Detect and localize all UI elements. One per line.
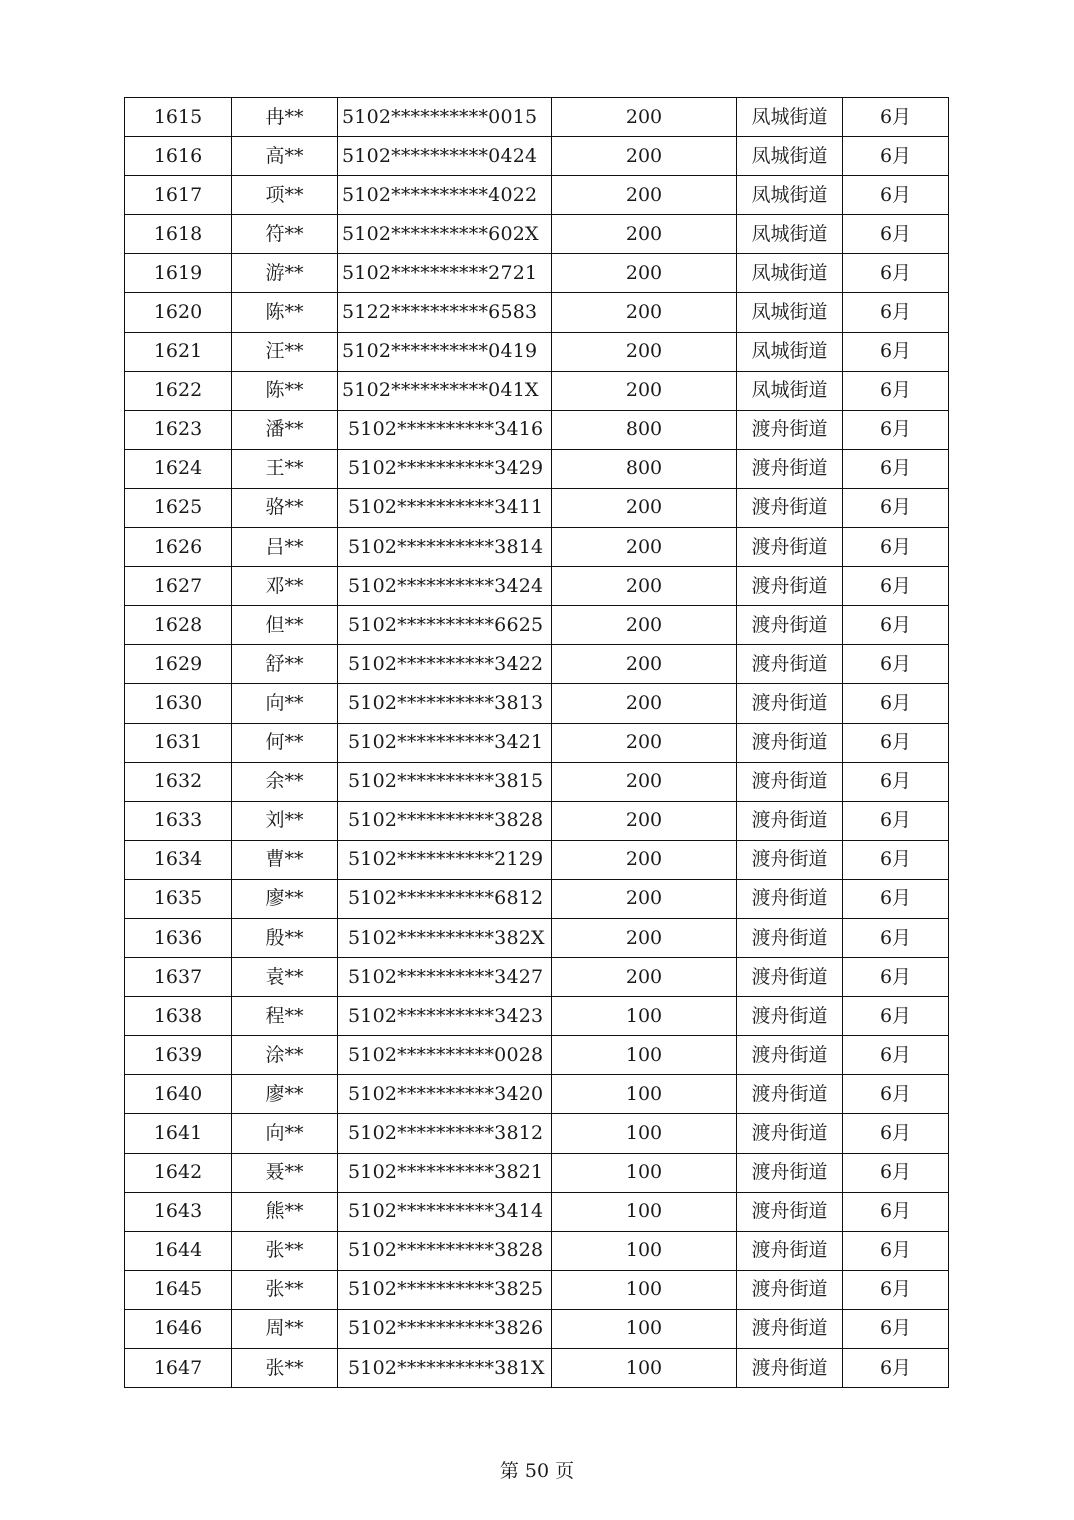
amount-cell: 200 bbox=[552, 176, 737, 215]
month-cell: 6月 bbox=[843, 645, 949, 684]
month-cell: 6月 bbox=[843, 98, 949, 137]
id-number-cell: 5102**********381X bbox=[338, 1349, 552, 1388]
name-cell: 袁** bbox=[232, 958, 338, 997]
amount-cell: 200 bbox=[552, 371, 737, 410]
street-cell: 凤城街道 bbox=[737, 332, 843, 371]
month-cell: 6月 bbox=[843, 958, 949, 997]
serial-number-cell: 1638 bbox=[125, 997, 232, 1036]
table-row bbox=[125, 1349, 949, 1388]
table-row bbox=[125, 1036, 949, 1075]
name-cell: 曹** bbox=[232, 840, 338, 879]
table-row bbox=[125, 645, 949, 684]
month-cell: 6月 bbox=[843, 1270, 949, 1309]
street-cell: 凤城街道 bbox=[737, 98, 843, 137]
name-cell: 项** bbox=[232, 176, 338, 215]
month-cell: 6月 bbox=[843, 1349, 949, 1388]
name-cell: 张** bbox=[232, 1349, 338, 1388]
name-cell: 张** bbox=[232, 1270, 338, 1309]
table-row bbox=[125, 1231, 949, 1270]
table-body bbox=[125, 98, 949, 1388]
month-cell: 6月 bbox=[843, 410, 949, 449]
id-number-cell: 5102**********6625 bbox=[338, 606, 552, 645]
amount-cell: 200 bbox=[552, 528, 737, 567]
id-number-cell: 5102**********3828 bbox=[338, 1231, 552, 1270]
table-row bbox=[125, 215, 949, 254]
id-number-cell: 5102**********0015 bbox=[338, 98, 552, 137]
table-row bbox=[125, 449, 949, 488]
serial-number-cell: 1630 bbox=[125, 684, 232, 723]
month-cell: 6月 bbox=[843, 840, 949, 879]
id-number-cell: 5102**********3826 bbox=[338, 1309, 552, 1348]
month-cell: 6月 bbox=[843, 1309, 949, 1348]
street-cell: 渡舟街道 bbox=[737, 1231, 843, 1270]
table-row bbox=[125, 997, 949, 1036]
name-cell: 程** bbox=[232, 997, 338, 1036]
id-number-cell: 5102**********3414 bbox=[338, 1192, 552, 1231]
amount-cell: 100 bbox=[552, 997, 737, 1036]
name-cell: 刘** bbox=[232, 801, 338, 840]
month-cell: 6月 bbox=[843, 137, 949, 176]
amount-cell: 200 bbox=[552, 879, 737, 918]
serial-number-cell: 1646 bbox=[125, 1309, 232, 1348]
table-row bbox=[125, 98, 949, 137]
street-cell: 凤城街道 bbox=[737, 293, 843, 332]
street-cell: 渡舟街道 bbox=[737, 1036, 843, 1075]
id-number-cell: 5102**********3423 bbox=[338, 997, 552, 1036]
id-number-cell: 5102**********3813 bbox=[338, 684, 552, 723]
table-row bbox=[125, 332, 949, 371]
street-cell: 渡舟街道 bbox=[737, 801, 843, 840]
table-row bbox=[125, 254, 949, 293]
amount-cell: 100 bbox=[552, 1309, 737, 1348]
month-cell: 6月 bbox=[843, 1192, 949, 1231]
amount-cell: 200 bbox=[552, 762, 737, 801]
month-cell: 6月 bbox=[843, 606, 949, 645]
month-cell: 6月 bbox=[843, 1231, 949, 1270]
month-cell: 6月 bbox=[843, 488, 949, 527]
table-row bbox=[125, 762, 949, 801]
name-cell: 冉** bbox=[232, 98, 338, 137]
name-cell: 周** bbox=[232, 1309, 338, 1348]
table-row bbox=[125, 1153, 949, 1192]
street-cell: 渡舟街道 bbox=[737, 723, 843, 762]
name-cell: 廖** bbox=[232, 1075, 338, 1114]
amount-cell: 200 bbox=[552, 918, 737, 957]
street-cell: 凤城街道 bbox=[737, 371, 843, 410]
serial-number-cell: 1637 bbox=[125, 958, 232, 997]
table-row bbox=[125, 410, 949, 449]
serial-number-cell: 1639 bbox=[125, 1036, 232, 1075]
table-row bbox=[125, 371, 949, 410]
amount-cell: 200 bbox=[552, 801, 737, 840]
serial-number-cell: 1625 bbox=[125, 488, 232, 527]
street-cell: 渡舟街道 bbox=[737, 1192, 843, 1231]
amount-cell: 800 bbox=[552, 410, 737, 449]
serial-number-cell: 1642 bbox=[125, 1153, 232, 1192]
month-cell: 6月 bbox=[843, 997, 949, 1036]
month-cell: 6月 bbox=[843, 879, 949, 918]
id-number-cell: 5102**********3821 bbox=[338, 1153, 552, 1192]
amount-cell: 200 bbox=[552, 958, 737, 997]
id-number-cell: 5102**********3825 bbox=[338, 1270, 552, 1309]
serial-number-cell: 1619 bbox=[125, 254, 232, 293]
table-row bbox=[125, 488, 949, 527]
id-number-cell: 5102**********602X bbox=[338, 215, 552, 254]
id-number-cell: 5102**********2129 bbox=[338, 840, 552, 879]
serial-number-cell: 1622 bbox=[125, 371, 232, 410]
street-cell: 渡舟街道 bbox=[737, 410, 843, 449]
table-row bbox=[125, 1075, 949, 1114]
month-cell: 6月 bbox=[843, 801, 949, 840]
serial-number-cell: 1628 bbox=[125, 606, 232, 645]
serial-number-cell: 1633 bbox=[125, 801, 232, 840]
amount-cell: 800 bbox=[552, 449, 737, 488]
amount-cell: 200 bbox=[552, 332, 737, 371]
name-cell: 何** bbox=[232, 723, 338, 762]
month-cell: 6月 bbox=[843, 762, 949, 801]
amount-cell: 100 bbox=[552, 1192, 737, 1231]
month-cell: 6月 bbox=[843, 293, 949, 332]
amount-cell: 200 bbox=[552, 606, 737, 645]
name-cell: 张** bbox=[232, 1231, 338, 1270]
month-cell: 6月 bbox=[843, 528, 949, 567]
id-number-cell: 5102**********0419 bbox=[338, 332, 552, 371]
street-cell: 渡舟街道 bbox=[737, 1349, 843, 1388]
table-row bbox=[125, 1270, 949, 1309]
amount-cell: 200 bbox=[552, 840, 737, 879]
name-cell: 廖** bbox=[232, 879, 338, 918]
street-cell: 渡舟街道 bbox=[737, 879, 843, 918]
serial-number-cell: 1644 bbox=[125, 1231, 232, 1270]
street-cell: 渡舟街道 bbox=[737, 645, 843, 684]
name-cell: 涂** bbox=[232, 1036, 338, 1075]
serial-number-cell: 1636 bbox=[125, 918, 232, 957]
street-cell: 渡舟街道 bbox=[737, 488, 843, 527]
serial-number-cell: 1645 bbox=[125, 1270, 232, 1309]
street-cell: 渡舟街道 bbox=[737, 1075, 843, 1114]
amount-cell: 100 bbox=[552, 1153, 737, 1192]
id-number-cell: 5102**********3424 bbox=[338, 567, 552, 606]
name-cell: 潘** bbox=[232, 410, 338, 449]
street-cell: 渡舟街道 bbox=[737, 840, 843, 879]
street-cell: 渡舟街道 bbox=[737, 997, 843, 1036]
id-number-cell: 5102**********3420 bbox=[338, 1075, 552, 1114]
id-number-cell: 5102**********3812 bbox=[338, 1114, 552, 1153]
month-cell: 6月 bbox=[843, 332, 949, 371]
table-row bbox=[125, 879, 949, 918]
id-number-cell: 5102**********3421 bbox=[338, 723, 552, 762]
serial-number-cell: 1634 bbox=[125, 840, 232, 879]
street-cell: 渡舟街道 bbox=[737, 684, 843, 723]
serial-number-cell: 1627 bbox=[125, 567, 232, 606]
amount-cell: 100 bbox=[552, 1036, 737, 1075]
amount-cell: 100 bbox=[552, 1114, 737, 1153]
id-number-cell: 5102**********3411 bbox=[338, 488, 552, 527]
amount-cell: 100 bbox=[552, 1349, 737, 1388]
serial-number-cell: 1620 bbox=[125, 293, 232, 332]
month-cell: 6月 bbox=[843, 449, 949, 488]
table-row bbox=[125, 176, 949, 215]
street-cell: 渡舟街道 bbox=[737, 567, 843, 606]
serial-number-cell: 1616 bbox=[125, 137, 232, 176]
table-row bbox=[125, 293, 949, 332]
month-cell: 6月 bbox=[843, 215, 949, 254]
id-number-cell: 5102**********6812 bbox=[338, 879, 552, 918]
amount-cell: 200 bbox=[552, 293, 737, 332]
name-cell: 聂** bbox=[232, 1153, 338, 1192]
table-row bbox=[125, 958, 949, 997]
amount-cell: 100 bbox=[552, 1270, 737, 1309]
street-cell: 渡舟街道 bbox=[737, 1114, 843, 1153]
table-row bbox=[125, 684, 949, 723]
serial-number-cell: 1641 bbox=[125, 1114, 232, 1153]
name-cell: 陈** bbox=[232, 293, 338, 332]
amount-cell: 200 bbox=[552, 137, 737, 176]
month-cell: 6月 bbox=[843, 918, 949, 957]
serial-number-cell: 1618 bbox=[125, 215, 232, 254]
id-number-cell: 5102**********3828 bbox=[338, 801, 552, 840]
name-cell: 王** bbox=[232, 449, 338, 488]
id-number-cell: 5102**********0424 bbox=[338, 137, 552, 176]
name-cell: 向** bbox=[232, 1114, 338, 1153]
street-cell: 渡舟街道 bbox=[737, 1153, 843, 1192]
table-row bbox=[125, 1309, 949, 1348]
month-cell: 6月 bbox=[843, 176, 949, 215]
table-row bbox=[125, 1114, 949, 1153]
street-cell: 渡舟街道 bbox=[737, 1270, 843, 1309]
amount-cell: 200 bbox=[552, 215, 737, 254]
id-number-cell: 5102**********041X bbox=[338, 371, 552, 410]
month-cell: 6月 bbox=[843, 1153, 949, 1192]
name-cell: 但** bbox=[232, 606, 338, 645]
id-number-cell: 5102**********0028 bbox=[338, 1036, 552, 1075]
amount-cell: 200 bbox=[552, 254, 737, 293]
street-cell: 渡舟街道 bbox=[737, 528, 843, 567]
name-cell: 汪** bbox=[232, 332, 338, 371]
serial-number-cell: 1643 bbox=[125, 1192, 232, 1231]
subsidy-roster-table bbox=[124, 97, 949, 1388]
id-number-cell: 5102**********3416 bbox=[338, 410, 552, 449]
street-cell: 渡舟街道 bbox=[737, 449, 843, 488]
serial-number-cell: 1615 bbox=[125, 98, 232, 137]
page-number: 第 50 页 bbox=[499, 1460, 575, 1482]
month-cell: 6月 bbox=[843, 723, 949, 762]
id-number-cell: 5102**********3815 bbox=[338, 762, 552, 801]
name-cell: 邓** bbox=[232, 567, 338, 606]
table-row bbox=[125, 1192, 949, 1231]
street-cell: 渡舟街道 bbox=[737, 918, 843, 957]
name-cell: 向** bbox=[232, 684, 338, 723]
name-cell: 余** bbox=[232, 762, 338, 801]
amount-cell: 200 bbox=[552, 567, 737, 606]
month-cell: 6月 bbox=[843, 1075, 949, 1114]
name-cell: 游** bbox=[232, 254, 338, 293]
amount-cell: 200 bbox=[552, 98, 737, 137]
month-cell: 6月 bbox=[843, 684, 949, 723]
id-number-cell: 5102**********3429 bbox=[338, 449, 552, 488]
serial-number-cell: 1647 bbox=[125, 1349, 232, 1388]
name-cell: 陈** bbox=[232, 371, 338, 410]
amount-cell: 200 bbox=[552, 645, 737, 684]
amount-cell: 200 bbox=[552, 723, 737, 762]
serial-number-cell: 1623 bbox=[125, 410, 232, 449]
table-row bbox=[125, 723, 949, 762]
id-number-cell: 5102**********2721 bbox=[338, 254, 552, 293]
amount-cell: 100 bbox=[552, 1075, 737, 1114]
month-cell: 6月 bbox=[843, 567, 949, 606]
street-cell: 凤城街道 bbox=[737, 254, 843, 293]
serial-number-cell: 1629 bbox=[125, 645, 232, 684]
street-cell: 凤城街道 bbox=[737, 215, 843, 254]
name-cell: 骆** bbox=[232, 488, 338, 527]
table-row bbox=[125, 528, 949, 567]
serial-number-cell: 1631 bbox=[125, 723, 232, 762]
name-cell: 吕** bbox=[232, 528, 338, 567]
serial-number-cell: 1617 bbox=[125, 176, 232, 215]
month-cell: 6月 bbox=[843, 371, 949, 410]
table-row bbox=[125, 801, 949, 840]
street-cell: 渡舟街道 bbox=[737, 606, 843, 645]
name-cell: 高** bbox=[232, 137, 338, 176]
month-cell: 6月 bbox=[843, 1114, 949, 1153]
serial-number-cell: 1621 bbox=[125, 332, 232, 371]
name-cell: 舒** bbox=[232, 645, 338, 684]
id-number-cell: 5102**********382X bbox=[338, 918, 552, 957]
street-cell: 凤城街道 bbox=[737, 137, 843, 176]
amount-cell: 200 bbox=[552, 488, 737, 527]
serial-number-cell: 1626 bbox=[125, 528, 232, 567]
serial-number-cell: 1632 bbox=[125, 762, 232, 801]
table-row bbox=[125, 606, 949, 645]
name-cell: 熊** bbox=[232, 1192, 338, 1231]
street-cell: 渡舟街道 bbox=[737, 1309, 843, 1348]
street-cell: 渡舟街道 bbox=[737, 762, 843, 801]
serial-number-cell: 1635 bbox=[125, 879, 232, 918]
table-row bbox=[125, 840, 949, 879]
street-cell: 凤城街道 bbox=[737, 176, 843, 215]
street-cell: 渡舟街道 bbox=[737, 958, 843, 997]
id-number-cell: 5102**********3427 bbox=[338, 958, 552, 997]
serial-number-cell: 1640 bbox=[125, 1075, 232, 1114]
month-cell: 6月 bbox=[843, 1036, 949, 1075]
name-cell: 殷** bbox=[232, 918, 338, 957]
month-cell: 6月 bbox=[843, 254, 949, 293]
id-number-cell: 5102**********3422 bbox=[338, 645, 552, 684]
amount-cell: 100 bbox=[552, 1231, 737, 1270]
table-row bbox=[125, 567, 949, 606]
table-row bbox=[125, 918, 949, 957]
id-number-cell: 5102**********3814 bbox=[338, 528, 552, 567]
table-row bbox=[125, 137, 949, 176]
name-cell: 符** bbox=[232, 215, 338, 254]
amount-cell: 200 bbox=[552, 684, 737, 723]
serial-number-cell: 1624 bbox=[125, 449, 232, 488]
id-number-cell: 5122**********6583 bbox=[338, 293, 552, 332]
id-number-cell: 5102**********4022 bbox=[338, 176, 552, 215]
